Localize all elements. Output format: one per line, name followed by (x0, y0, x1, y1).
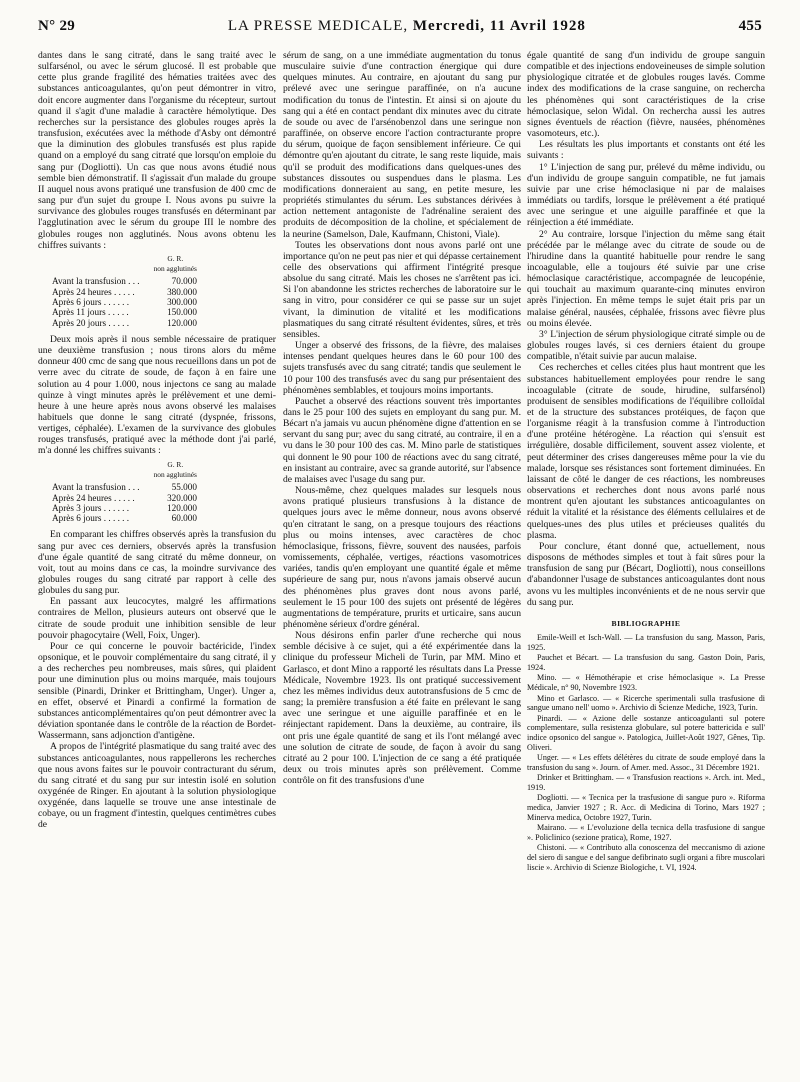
running-title (228, 18, 586, 35)
issue-date: Mercredi, 11 Avril 1928 (412, 18, 586, 34)
table-cell: Après 3 jours . . . . . . (52, 502, 130, 513)
table-cell: 150.000 (167, 307, 197, 318)
paragraph: Toutes les observations dont nous avons parlé ont une importance qu'on ne peut pas nier et qui dépasse certainement celle des observations qui affirment l'intégrité presque absolue du sang citraté. Mais les choses ne s'arrêtent pas ici. Si l'on abandonne les strictes recherches de laboratoire sur le sang in vitro, pour considérer ce qui se passe sur un sujet vivant, la diminution de vitalité et les modifications plasmatiques du sang citraté résultent évidentes, sûres, et très sensibles. (283, 239, 521, 340)
paragraph: En passant aux leucocytes, malgré les affirmations contraires de Mellon, plusieurs auteurs ont observé que le citrate de soude produit une inhibition sensible de leur pouvoir phagocytaire (Well, Foix, Unger). (38, 596, 276, 641)
paragraph: sérum de sang, on a une immédiate augmentation du tonus musculaire suivie d'une contraction énergique qui dure quelques minutes. Au contraire, en ajoutant du sang pur prélevé avec une seringue paraffinée, on n'a aucune modification du tonus de l'intestin. Et ainsi si on ajoute du sang qui a été en contact pendant dix minutes avec du citrate de soude ou avec de l'arsénobenzol dans une seringue non paraffinée, on observe encore l'action contracturante propre du sérum, quoique de façon sensiblement inférieure. Ce qui démontre qu'en ajoutant du citrate, le sang reste liquide, mais qu'il se produit des modifications dans quelques-unes des substances dissoutes ou suspendues dans le plasma. Les modifications donneraient au sang, en petite mesure, les propriétés stimulantes du sérum. Les substances dérivées à action nettement antagoniste de l'adrénaline seraient des produits de décomposition de la choline, et spécialement de la neurine (Samelson, Dale, Kaufmann, Chistoni, Viale). (283, 50, 521, 240)
paragraph: Pour conclure, étant donné que, actuellement, nous disposons de méthodes simples et tout à fait sûres pour la transfusion de sang pur (Bécart, Dogliotti), nous conseillons d'abandonner l'usage de substances anticoagulantes dont nous avons vu les multiples inconvénients et de ne nous servir que du sang pur. (527, 540, 765, 608)
paragraph: Ces recherches et celles citées plus haut montrent que les substances habituellement employées pour rendre le sang incoagulable (citrate de soude, hirudine, sulfarsénol) produisent de sensibles modifications de l'équilibre colloïdal et de la structure des substances protéiques, de façon que l'organisme réagit à la transfusion comme à l'introduction d'une protéine hétérogène. La réaction qui s'ensuit est irrégulière, dosable difficilement, souvent assez violente, et peut déterminer des crises dangereuses même pour la vie du malade, lorsque ses résistances sont fortement diminuées. En laissant de côté le danger de ces réactions, les nombreuses observations et recherches dont nous avons parlé nous montrent qu'en ajoutant les substances anticoagulantes on réduit la vitalité et la résistance des éléments cellulaires et de quelques-unes des plus utiles et précieuses qualités du plasma. (527, 362, 765, 541)
column-left (38, 50, 276, 1070)
page-number: 455 (738, 18, 762, 34)
bibliography-entry: Mino. — « Hémothérapie et crise hémoclasique ». La Presse Médicale, n° 90, Novembre 1923. (527, 673, 765, 692)
table-cell: Après 24 heures . . . . . (52, 492, 135, 503)
table-row (52, 287, 197, 297)
table-cell: 320.000 (167, 492, 197, 503)
table-row (52, 297, 197, 307)
table-head-sub: non agglutinés (153, 264, 197, 274)
paragraph: Deux mois après il nous semble nécessaire de pratiquer une deuxième transfusion ; nous tirons alors du même donneur 400 cmc de sang que nous recueillons dans un pot de verre avec du citrate de soude, de façon à en faire une solution au 4 pour 1.000, nous injectons ce sang au malade quinze à vingt minutes après le prélèvement et une demi-heure à une heure après nous avons observé les malaises habituels que donne le sang citraté (dyspnée, frissons, vertiges, céphalée). L'examen de la survivance des globules rouges transfusés, pratiqué avec la méthode dont j'ai parlé, m'a donné les chiffres suivants : (38, 333, 276, 457)
paragraph: Nous-même, chez quelques malades sur lesquels nous avons pratiqué plusieurs transfusions à la distance de quelques jours avec le même donneur, nous avons observé qu'en citratant le sang, on a presque toujours des réactions plus ou moins intenses, avec caractères de choc hémoclasique, frissons, fièvre, souvent des nausées, parfois vomissements, céphalée, vertiges, réactions vasomotrices variées, tandis qu'en employant une quantité égale et même supérieure de sang pur, nous n'avons jamais observé aucun des phénomènes plus graves dont nous avons parlé, seulement le 15 pour 100 des sujets ont présenté de légères augmentations de température, prurits et urticaire, sans aucun phénomène sérieux d'ordre général. (283, 485, 521, 630)
table-cell: 300.000 (167, 297, 197, 307)
survival-table-citrated-blood (52, 460, 197, 524)
table-cell: Avant la transfusion . . . (52, 276, 140, 287)
table-cell: 60.000 (171, 513, 197, 524)
table-cell: Après 6 jours . . . . . . (52, 513, 130, 524)
bibliography-entry: Pinardi. — « Azione delle sostanze anticoagulanti sul potere complementare, sulla resistenza globulare, sul potere battericida e sull' indice opsonico del sangue ». Patologica, Juillet-Août 1927, Gênes, Tip. Oliveri. (527, 713, 765, 752)
table-cell: Après 24 heures . . . . . (52, 286, 135, 297)
table-head: G. R. (167, 459, 184, 469)
paragraph: En comparant les chiffres observés après la transfusion du sang pur avec ces derniers, observés après la transfusion d'une égale quantité de sang citraté du même donneur, on voit, tout au moins dans ce cas, la moindre survivance des globules rouges du sang citraté par rapport à celle des globules du sang pur. (38, 529, 276, 597)
table-head-sub: non agglutinés (153, 469, 197, 479)
table-head: G. R. (167, 253, 184, 263)
bibliography-entry: Pauchet et Bécart. — La transfusion du sang. Gaston Doin, Paris, 1924. (527, 653, 765, 672)
bibliography-entry: Dogliotti. — « Tecnica per la trasfusione di sangue puro ». Riforma medica, Janvier 1927 ; R. Acc. di Medicina di Torino, Mars 1927 ; Minerva medica, Octobre 1927, Turin. (527, 793, 765, 822)
table-row (52, 276, 197, 286)
table-cell: 380.000 (167, 286, 197, 297)
table-row (52, 318, 197, 328)
paragraph: égale quantité de sang d'un individu de groupe sanguin compatible et des injections endoveineuses de simple solution physiologique citratée et de globules rouges lavés. Comme index des modifications de la crase sanguine, on recherchа les phénomènes qui sont caractéristiques de la crise hémoclasique, selon Widal. On recherchа aussi les autres signes éventuels de réaction (fièvre, nausées, phénomènes vasomoteurs, etc.). (527, 50, 765, 140)
table-row (52, 513, 197, 523)
table-cell: Après 11 jours . . . . . (52, 307, 129, 318)
table-row (52, 307, 197, 317)
paragraph: Unger a observé des frissons, de la fièvre, des malaises intenses pendant quelques heures dans le 60 pour 100 des sujets transfusés avec du sang citraté; tandis que seulement le 10 pour 100 des transfusés avec du sang pur présentaient des phénomènes semblables, et toujours moins importants. (283, 340, 521, 396)
table-row (52, 493, 197, 503)
survival-table-pure-blood (52, 254, 197, 328)
paragraph: Nous désirons enfin parler d'une recherche qui nous semble décisive à ce sujet, qui a été expérimentée dans la clinique du professeur Micheli de Turin, par MM. Mino et Garlasco, et dont Mino a rapporté les résultats dans La Presse Médicale, Novembre 1923. Ils ont pratiqué successivement chez les mêmes individus deux autotransfusions de 5 cmc de sang; la première transfusion a été faite en prélevant le sang avec une seringue et une aiguille paraffinée et en le réinjectant rapidement. Dans la deuxième, au contraire, ils ont pris une égale quantité de sang et ils l'ont mélangé avec une solution de citrate de soude, de façon à avoir du sang citraté au 2 pour 100. L'injection de ce sang a été pratiquée deux ou trois minutes après son prélèvement. Comme contrôle on fit des transfusions d'une (283, 630, 521, 787)
bibliography-entry: Chistoni. — « Contributo alla conoscenza del meccanismo di azione del siero di sangue e del sangue defibrinato sugli organi a fibre muscolari liscie ». Archivio di Scienze Biologiche, t. VI, 1924. (527, 843, 765, 872)
journal-name: LA PRESSE MEDICALE, (227, 18, 409, 34)
column-middle (283, 50, 521, 1070)
paragraph: Pour ce qui concerne le pouvoir bactéricide, l'index opsonique, et le pouvoir complémentaire du sang citraté, il y a des recherches peu nombreuses, mais sûres, qui plaident pour une diminution plus ou moins marquée, mais toujours sensible (Pinardi, Drinker et Brittingham, Unger). Unger a, en effet, observé et Pinardi a confirmé la formation de substances anticomplémentaires qu'on peut démontrer avec la déviation spontanée dans le contrôle de la réaction de Bordet-Wassermann, sans adjonction d'antigène. (38, 640, 276, 742)
paragraph: dantes dans le sang citraté, dans le sang traité avec le sulfarsénol, ou avec le sérum glucosé. Il est probable que cette plus grande fragilité des hématies traitées avec des substances anticoagulantes, qu'on peut démontrer in vitro, doit encore augmenter dans l'organisme du récepteur, surtout quand il s'agit d'une maladie à caractère hémolytique. Des recherches sur la persistance des globules rouges après la transfusion, exécutées avec la méthode d'Asby ont démontré que la diminution des globules transfusés est plus rapide quand on a employé du sang citraté que lorsqu'on emploie du sang pur (Dogliotti). Un cas que nous avons étudié nous semble bien démonstratif. Il s'agissait d'un malade du groupe II auquel nous avons pratiqué une transfusion de 400 cmc de sang pur d'un sujet du groupe I. Nous avons pu suivre la survivance des globules rouges transfusés en déterminant par l'agglutination avec le sérum du groupe III le nombre des globules rouges non agglutinés. Nous avons obtenu les chiffres suivants : (38, 50, 276, 251)
table-cell: 120.000 (167, 502, 197, 513)
table-cell: 70.000 (171, 276, 197, 287)
paragraph: Pauchet a observé des réactions souvent très importantes dans le 25 pour 100 des sujets en employant du sang pur. M. Bécart n'a jamais vu aucun phénomène digne d'attention en se servant du sang pur; avec du sang citraté, au contraire, il en a vu dans le 30 pour 100 des cas. M. Mino parle de statistiques qui donnent le 90 pour 100 de réactions avec du sang citraté, en insistant au contraire, avec sa grande autorité, sur l'absence de malaises avec l'usage du sang pur. (283, 395, 521, 485)
table-cell: 55.000 (171, 482, 197, 493)
table-cell: Avant la transfusion . . . (52, 482, 140, 493)
table-cell: Après 20 jours . . . . . (52, 317, 130, 328)
bibliography-entry: Mairano. — « L'evoluzione della tecnica della trasfusione di sangue ». Policlinico (sezione pratica), Rome, 1927. (527, 823, 765, 842)
bibliography-entry: Mino et Garlasco. — « Ricerche sperimentali sulla trasfusione di sangue umano nell' uomo ». Archivio di Scienze Mediche, 1923, Turin. (527, 693, 765, 713)
paragraph: 1° L'injection de sang pur, prélevé du même individu, ou d'un individu de groupe sanguin compatible, ne fut jamais suivie par une crise hémoclasique ni par de malaises immédiats ou tardifs, lorsque le prélèvement a été pratiqué avec une seringue et une aiguille paraffinée et que la réinjection a été immédiate. (527, 161, 765, 229)
paragraph: 2° Au contraire, lorsque l'injection du même sang était précédée par le mélange avec du citrate de soude ou de l'hirudine dans la quantité habituelle pour rendre le sang incoagulable, elle a toujours été suivie par une crise hémoclasique caractéristique, accompagnée de leucopénie, qui touchait au maximum quarante-cinq minutes environ après l'injection. En même temps le sujet était pris par un malaise général, nausées, céphalée, frissons avec fièvre plus ou moins élevée. (527, 228, 765, 329)
bibliography-heading: BIBLIOGRAPHIE (611, 618, 681, 628)
bibliography-entry: Drinker et Brittingham. — « Transfusion reactions ». Arch. int. Med., 1919. (527, 773, 765, 792)
bibliography-entry: Emile-Weill et Isch-Wall. — La transfusion du sang. Masson, Paris, 1925. (527, 632, 765, 652)
table-row (52, 482, 197, 492)
paragraph: A propos de l'intégrité plasmatique du sang traité avec des substances anticoagulantes, nous rappellerons les recherches que nous avons faites sur le pouvoir contracturant du sérum, du sang citraté et du sang pur sur intestin isolé en solution oxygénée de Ringer. En ajoutant à la solution physiologique oxygénée, dans laquelle se trouve une anse intestinale de cobaye, ou un fragment d'intestin, quelques centimètres cubes de (38, 741, 276, 831)
table-cell: Après 6 jours . . . . . . (52, 297, 130, 307)
paragraph: 3° L'injection de sérum physiologique citraté simple ou de globules rouges lavés, si ces derniers étaient du groupe compatible, n'était suivie par aucun malaise. (527, 328, 765, 363)
issue-number: N° 29 (38, 18, 76, 34)
bibliography-entry: Unger. — « Les effets délétères du citrate de soude employé dans la transfusion du sang ». Journ. of Amer. med. Assoc., 31 Décembre 1921. (527, 753, 765, 772)
page-header (38, 18, 762, 40)
bibliography (527, 633, 765, 872)
paragraph: Les résultats les plus importants et constants ont été les suivants : (527, 139, 765, 162)
table-cell: 120.000 (167, 317, 197, 328)
table-row (52, 503, 197, 513)
column-right (527, 50, 765, 1070)
